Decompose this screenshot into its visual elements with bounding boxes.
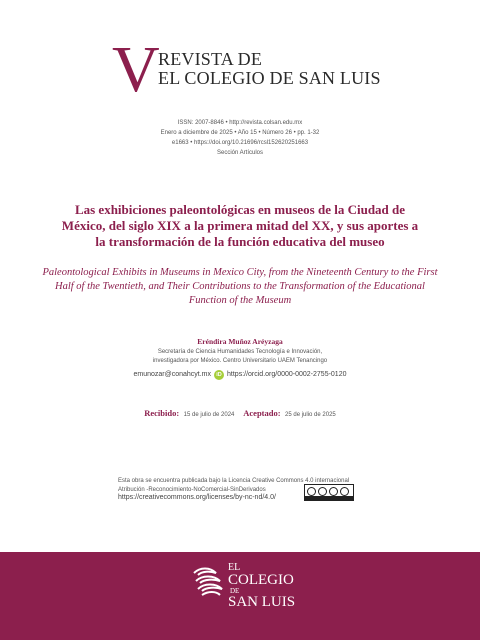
journal-name-line-1: REVISTA DE <box>158 49 263 69</box>
license-link[interactable]: https://creativecommons.org/licenses/by-nc-nd/4.0/ <box>118 494 276 501</box>
by-icon <box>318 487 327 496</box>
cc-icon <box>307 487 316 496</box>
received-label: Recibido: <box>144 408 180 418</box>
received-date: 15 de julio de 2024 <box>183 412 235 418</box>
doi-line: e1663 • https://doi.org/10.21696/rcsl152620251663 <box>171 140 309 146</box>
article-title-english: Paleontological Exhibits in Museums in Mexico City, from the Nineteenth Century to the First Half of the Twentieth, and Their Contributions to the Transformation of the Educational Function of the Museum <box>42 267 438 306</box>
colegio-logo-icon <box>190 563 226 599</box>
author-email-link[interactable]: emunozar@conahcyt.mx <box>133 371 212 378</box>
author-name: Eréndira Muñoz Aréyzaga <box>197 337 283 346</box>
author-contact <box>0 369 480 381</box>
logo-line-3: DE <box>230 587 240 595</box>
badge-strip <box>305 496 353 500</box>
logo-line-2: COLEGIO <box>228 572 294 588</box>
nc-icon <box>329 487 338 496</box>
issn-line: ISSN: 2007-8846 • http://revista.colsan.edu.mx <box>177 120 303 126</box>
journal-name <box>158 50 381 88</box>
cc-by-nc-nd-badge-icon[interactable] <box>304 484 354 501</box>
journal-name-line-2: EL COLEGIO DE SAN LUIS <box>158 68 381 88</box>
colegio-logo-text <box>228 563 295 610</box>
author-affiliation-1: Secretaría de Ciencia Humanidades Tecnología e Innovación, <box>157 349 323 355</box>
accepted-label: Aceptado: <box>243 408 281 418</box>
logo-line-1: EL <box>228 562 241 573</box>
issue-line: Enero a diciembre de 2025 • Año 15 • Número 26 • pp. 1-32 <box>160 130 320 136</box>
accepted-date: 25 de julio de 2025 <box>285 412 336 418</box>
orcid-link[interactable]: https://orcid.org/0000-0002-2755-0120 <box>227 371 347 378</box>
orcid-icon[interactable]: iD <box>214 370 224 380</box>
journal-logo-initial: V <box>112 33 160 106</box>
publication-metadata <box>0 118 480 158</box>
nd-icon <box>340 487 349 496</box>
section-line: Sección Artículos <box>216 150 264 156</box>
logo-line-4: SAN LUIS <box>228 594 296 610</box>
license-text-1: Esta obra se encuentra publicada bajo la Licencia Creative Commons 4.0 internacional <box>118 478 350 484</box>
author-block <box>0 336 480 381</box>
article-title-spanish: Las exhibiciones paleontológicas en museos de la Ciudad de México, del siglo XIX a la primera mitad del XX, y sus aportes a la transformación de la función educativa del museo <box>61 202 419 249</box>
license-text-2: Atribución -Reconocimiento-NoComercial-SinDerivados <box>118 486 266 493</box>
submission-dates <box>0 403 480 421</box>
author-affiliation-2: investigadora por México. Centro Universitario UAEM Tenancingo <box>152 358 328 364</box>
